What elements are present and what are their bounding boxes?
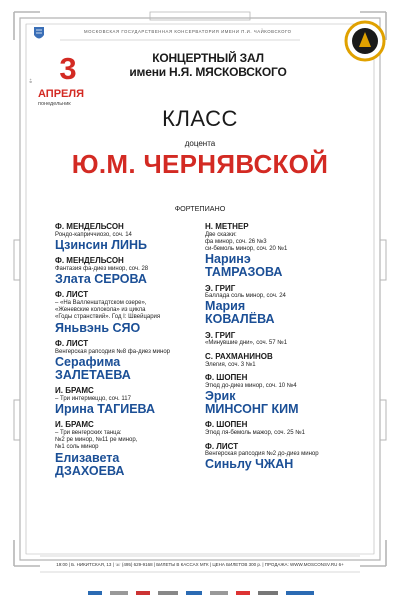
work-title: фа минор, соч. 26 №3 <box>205 238 267 245</box>
work-title: – Три венгерских танца: <box>55 429 122 436</box>
program-item <box>55 339 205 382</box>
performer-name: Злата СЕРОВА <box>55 271 147 286</box>
work-title: №2 ре минор, №11 ре минор, <box>55 437 138 444</box>
composer-name: Ф. ШОПЕН <box>205 373 248 383</box>
work-title: «Женевские колокола» из цикла <box>55 307 146 314</box>
teacher-name: Ю.М. ЧЕРНЯВСКОЙ <box>71 149 329 179</box>
program-item <box>55 222 205 252</box>
performer-name: ЗАЛЕТАЕВА <box>55 367 131 382</box>
work-title: Рондо-каприччиозо, соч. 14 <box>55 231 132 238</box>
program-item <box>205 331 355 348</box>
program-item <box>205 284 355 327</box>
composer-name: Н. МЕТНЕР <box>205 222 249 231</box>
concert-month: АПРЕЛЯ <box>38 88 85 100</box>
work-title: – Три интермеццо, соч. 117 <box>55 395 131 402</box>
performer-name: Наринэ <box>205 252 251 267</box>
performer-name: Серафима <box>55 354 121 369</box>
hall-line-2: имени Н.Я. МЯСКОВСКОГО <box>129 65 287 79</box>
age-rating: 6+ <box>28 78 33 83</box>
performer-name: Цзинсин ЛИНЬ <box>55 237 148 252</box>
concert-day: 3 <box>59 51 77 86</box>
performer-name: Мария <box>205 299 246 314</box>
composer-name: Ф. ЛИСТ <box>55 339 89 349</box>
work-title: Венгерская рапсодия №8 фа-диез минор <box>55 348 171 355</box>
composer-name: Э. ГРИГ <box>205 283 236 293</box>
work-title: «Годы странствий». Год I: Швейцария <box>55 314 161 321</box>
program-item <box>55 256 205 286</box>
program-right-column <box>205 222 355 476</box>
performer-name: ТАМРАЗОВА <box>205 265 283 280</box>
composer-name: Ф. МЕНДЕЛЬСОН <box>55 256 124 266</box>
performer-name: ДЗАХОЕВА <box>55 463 125 478</box>
work-title: Элегия, соч. 3 №1 <box>205 361 256 368</box>
composer-name: Ф. ШОПЕН <box>205 420 248 430</box>
work-title: Две сказки: <box>205 231 237 238</box>
work-title: Фантазия фа-диез минор, соч. 28 <box>55 265 149 272</box>
composer-name: Ф. ЛИСТ <box>205 441 239 451</box>
composer-name: С. РАХМАНИНОВ <box>205 352 273 362</box>
sponsor-logos <box>88 590 314 596</box>
composer-name: И. БРАМС <box>55 386 94 396</box>
hall-line-1: КОНЦЕРТНЫЙ ЗАЛ <box>152 51 264 65</box>
work-title: си-бемоль минор, соч. 20 №1 <box>205 245 288 252</box>
performer-name: Елизавета <box>55 450 120 465</box>
performer-name: Синьлу ЧЖАН <box>205 457 294 472</box>
class-heading: КЛАСС <box>162 106 238 131</box>
footer-info: 19:00 | Б. НИКИТСКАЯ, 13 | ☏ (495) 629-9168 | БИЛЕТЫ В КАССАХ МГК | ЦЕНА БИЛЕТОВ 300 р. | ПРОДАЖА: WWW.MOSCONSV.RU 6+ <box>56 562 344 567</box>
hall-emblem-icon <box>344 20 386 62</box>
performer-name: МИНСОНГ КИМ <box>205 401 299 416</box>
work-title: «Минувшие дни», соч. 57 №1 <box>205 340 288 347</box>
work-title: №1 соль минор <box>55 444 99 451</box>
program-item <box>205 442 355 472</box>
composer-name: И. БРАМС <box>55 420 94 430</box>
composer-name: Ф. МЕНДЕЛЬСОН <box>55 222 124 231</box>
program-item <box>55 420 205 477</box>
program-item <box>55 290 205 334</box>
docent-label: доцента <box>184 139 216 148</box>
work-title: Этюд до-диез минор, соч. 10 №4 <box>205 382 297 389</box>
concert-hall-title <box>120 51 296 79</box>
composer-name: Ф. ЛИСТ <box>55 290 89 300</box>
program-item <box>205 373 355 416</box>
program-item <box>205 222 355 279</box>
program-item <box>205 420 355 437</box>
performer-name: Ирина ТАГИЕВА <box>55 401 155 416</box>
composer-name: Э. ГРИГ <box>205 330 236 340</box>
conservatory-crest-icon <box>32 25 46 43</box>
program-item <box>205 352 355 369</box>
program-item <box>55 386 205 416</box>
program-left-column <box>55 222 205 482</box>
work-title: Венгерская рапсодия №2 до-диез минор <box>205 451 319 458</box>
work-title: – «На Валленштадтском озере», <box>55 299 147 306</box>
performer-name: Яньвэнь СЯО <box>55 320 141 335</box>
performer-name: Эрик <box>205 388 236 403</box>
performer-name: КОВАЛЁВА <box>205 312 275 327</box>
work-title: Баллада соль минор, соч. 24 <box>205 293 286 300</box>
work-title: Этюд ля-бемоль мажор, соч. 25 №1 <box>205 429 306 436</box>
conservatory-name: МОСКОВСКАЯ ГОСУДАРСТВЕННАЯ КОНСЕРВАТОРИЯ ИМЕНИ П.И. ЧАЙКОВСКОГО <box>84 29 292 34</box>
instrument-label: ФОРТЕПИАНО <box>174 204 226 213</box>
concert-weekday: понедельник <box>38 101 71 107</box>
